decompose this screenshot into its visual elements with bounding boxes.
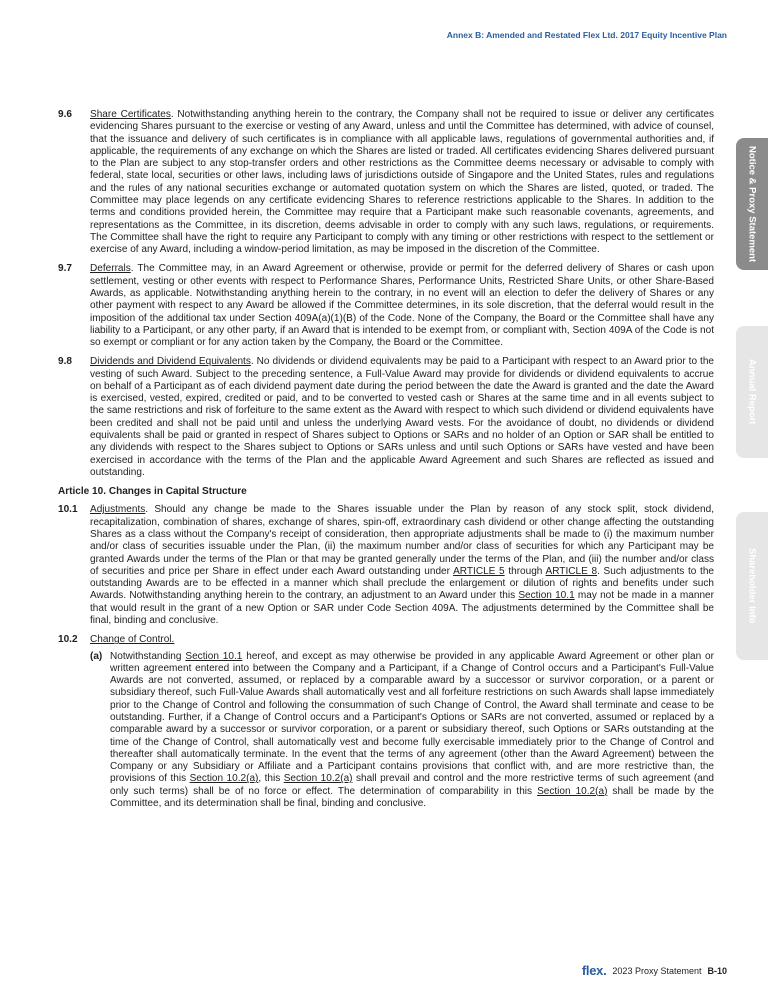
article-10-heading: Article 10. Changes in Capital Structure [58, 486, 247, 498]
section-text: . The Committee may, in an Award Agreement or otherwise, provide or permit for the deferred delivery of Shares or cash upon settlement, vesting or other events with respect to Performance Shares, Performance Units, Restricted Share Units, or other Share-Based Awards, as applicable. Notwithstanding anything herein to the contrary, in no event will an election to defer the delivery of Shares or any other payment with respect to any Award be allowed if the Committee determines, in its sole discretion, that the deferral would result in the imposition of the additional tax under Section 409A(a)(1)(B) of the Code. None of the Company, the Board or the Committee shall have any liability to a Participant, or any other party, if an Award that is intended to be exempt from, or compliant with, Section 409A of the Code is not so exempt or compliant or for any action taken by the Company, the Board or the Committee. [90, 263, 714, 349]
footer-label: 2023 Proxy Statement [612, 965, 702, 976]
section-title: Adjustments [90, 504, 146, 516]
cross-reference-link[interactable]: Section 10.1 [185, 650, 243, 662]
flex-logo: flex. [581, 963, 607, 978]
section-text: through [504, 565, 546, 577]
section-number: 10.2 [58, 634, 78, 646]
section-text: . Should any change be made to the Shares issuable under the Plan by reason of any stock split, stock dividend, recapitalization, combination of shares, exchange of shares, spin-off, extraordinary cash dividend or other change affecting the outstanding Shares as a class without the Company's receipt of consideration, then appropriate adjustments shall be made to (i) the maximum number and/or class of securities issuable under the Plan, (ii) the maximum number and/or class of securities for which any Participant may be granted Awards under the terms of the Plan or that may be granted generally under the terms of the Plan, and (iii) the number and/or class of securities and price per Share in effect under each Award outstanding under [90, 504, 714, 577]
section-text: shall be made by the Committee, and its determination shall be final, binding and conclusive. [110, 785, 714, 809]
section-number: 9.6 [58, 109, 72, 120]
page-footer [582, 963, 727, 978]
section-9-8 [58, 356, 714, 479]
cross-reference-link[interactable]: ARTICLE 8 [545, 565, 598, 577]
subsection-label: (a) [90, 650, 103, 662]
subsection-10-2-a [90, 651, 714, 811]
side-tabs [736, 0, 768, 1000]
section-text: may not be made in a manner that would result in the grant of a new Option or SAR under Code Section 409A. The adjustments determined by the Committee shall be final, binding and conclusive. [90, 590, 714, 626]
section-number: 9.8 [58, 356, 72, 368]
tab-annual-report[interactable] [736, 326, 768, 458]
document-body [58, 109, 714, 817]
cross-reference-link[interactable]: Section 10.1 [518, 590, 575, 602]
section-title: Change of Control. [90, 634, 175, 646]
section-title: Dividends and Dividend Equivalents [90, 356, 251, 368]
cross-reference-link[interactable]: Section 10.2(a) [189, 773, 259, 785]
section-text: , this [258, 773, 284, 785]
section-text: hereof, and except as may otherwise be provided in any applicable Award Agreement or other plan or written agreement entered into between the Company and a Participant, if a Change of Control occurs and a Participant's Full-Value Awards are not converted, assumed, or replaced by a comparable award by a successor or survivor corporation, or a parent or subsidiary thereof, such Full-Value Awards shall automatically vest and all forfeiture restrictions on such Awards shall lapse immediately prior to the Change of Control and following the consummation of such Change of Control, the Award shall terminate and cease to be outstanding. Further, if a Change of Control occurs and a Participant's Options or SARs are not converted, assumed or replaced by a comparable award by a successor or survivor corporation, or a parent or subsidiary thereof, such Options or SARs outstanding at the time of the Change of Control, shall automatically vest and become fully exercisable immediately prior to the Change of Control and thereafter shall automatically terminate. In the event that the terms of any agreement (other than the Award Agreement) between the Company or any Subsidiary or Affiliate and a Participant contains provisions that conflict with, and are more restrictive than, the provisions of this [110, 650, 714, 785]
section-9-6 [58, 109, 714, 256]
section-text: . No dividends or dividend equivalents may be paid to a Participant with respect to an Award prior to the vesting of such Award. Subject to the preceding sentence, a Full-Value Award may provide for dividends or dividend equivalents to accrue on behalf of a Participant as of each dividend payment date during the period between the date the Award is granted and the date the Award is exercised, vested, expired, credited or paid, and to be converted to vested cash or Shares at the same time and in all events subject to the same restrictions and risk of forfeiture to the same extent as the Award with respect to which such dividend or dividend equivalents have been credited and shall not be paid until and unless the underlying Award vests. For the avoidance of doubt, no dividends or dividend equivalents shall be paid or granted in respect of Shares subject to Options or SARs and no holder of an Option or SAR shall be entitled to any dividends with respect to the Shares subject to Options or SARs unless and until such Options or SARs have vested and have been exercised in accordance with the terms of the Plan and the applicable Award Agreement and such Shares are reflected as issued and outstanding. [90, 356, 714, 478]
tab-annual-label: Annual Report [746, 359, 758, 425]
tab-notice-label: Notice & Proxy Statement [746, 145, 758, 263]
section-9-7 [58, 263, 714, 349]
cross-reference-link[interactable]: Section 10.2(a) [283, 773, 353, 785]
page-header-title: Annex B: Amended and Restated Flex Ltd. 2017 Equity Incentive Plan [446, 30, 727, 40]
section-10-1 [58, 504, 714, 627]
section-number: 9.7 [58, 263, 72, 275]
cross-reference-link[interactable]: Section 10.2(a) [537, 785, 608, 797]
section-text: shall prevail and control and the more restrictive terms of such agreement (and only such terms) shall be of no force or effect. The determination of comparability in this [110, 773, 714, 797]
page-number: B-10 [707, 965, 727, 976]
section-text: Notwithstanding [110, 650, 186, 662]
tab-shareholder-info[interactable] [736, 512, 768, 660]
tab-notice-proxy-statement[interactable] [736, 138, 768, 270]
section-10-2 [58, 634, 714, 810]
section-number: 10.1 [58, 504, 78, 516]
section-text: . Such adjustments to the outstanding Awards are to be effected in a manner which shall preclude the enlargement or dilution of rights and benefits under such Awards. Notwithstanding anything herein to the contrary, an adjustment to an Award under this [90, 565, 715, 602]
section-text: . Notwithstanding anything herein to the contrary, the Company shall not be required to issue or deliver any certificates evidencing Shares pursuant to the exercise or vesting of any Award, unless and until the Committee has determined, with advice of counsel, that the issuance and delivery of such certificates is in compliance with all applicable laws, regulations of governmental authorities and, if applicable, the requirements of any exchange on which the Shares are listed or traded. All certificates evidencing Shares delivered pursuant to the Plan are subject to any stop-transfer orders and other restrictions as the Committee deems necessary or advisable to comply with federal, state local, securities or other laws, including laws of jurisdictions outside of Singapore and the United States, rules and regulations and the rules of any national securities exchange or automated quotation system on which the Shares are listed, quoted, or traded. The Committee may place legends on any certificate evidencing Shares to reference restrictions applicable to the Shares. In addition to the terms and conditions provided herein, the Committee may require that a Participant make such reasonable covenants, agreements, and representations as the Committee, in its discretion, deems advisable in order to comply with any such laws, regulations, or requirements. The Committee shall have the right to require any Participant to comply with any timing or other restrictions with respect to the settlement or exercise of any Award, including a window-period limitation, as may be imposed in the discretion of the Committee. [90, 109, 714, 256]
tab-shareholder-label: Shareholder Info [746, 548, 758, 624]
section-title: Deferrals [90, 263, 131, 275]
section-title: Share Certificates [90, 109, 171, 120]
cross-reference-link[interactable]: ARTICLE 5 [453, 565, 505, 577]
